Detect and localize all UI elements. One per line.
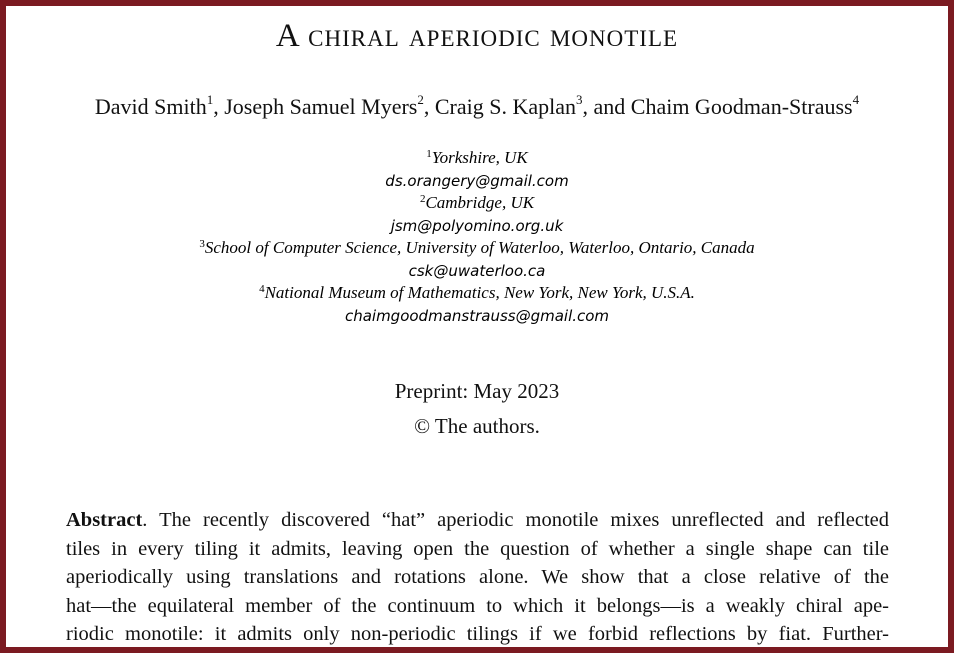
affiliation-mark: 3	[199, 238, 205, 250]
affiliation-mark: 4	[259, 283, 265, 295]
affiliation-text: Cambridge, UK	[425, 193, 535, 212]
author-mark: 1	[206, 92, 214, 107]
affiliation-place	[6, 192, 948, 215]
author-separator: ,	[213, 94, 225, 119]
affiliation-place	[6, 147, 948, 170]
affiliation-text: School of Computer Science, University of Waterloo, Waterloo, Ontario, Canada	[204, 238, 755, 257]
affiliation-email[interactable]: jsm@polyomino.org.uk	[390, 216, 564, 235]
author-list	[6, 94, 948, 120]
author-mark: 2	[417, 92, 424, 107]
author-mark: 3	[576, 92, 583, 107]
abstract-line: hat—the equilateral member of the continuum to which it belongs—is a weakly chiral ape-	[66, 594, 889, 617]
page	[6, 6, 948, 647]
author-mark: 4	[852, 92, 860, 107]
copyright-notice: © The authors.	[414, 414, 540, 438]
affiliation-email[interactable]: csk@uwaterloo.ca	[408, 261, 546, 280]
affiliation-place	[6, 237, 948, 260]
author-name: Chaim Goodman-Strauss	[630, 94, 853, 119]
author-name: Craig S. Kaplan	[434, 94, 576, 119]
affiliation-place	[6, 282, 948, 305]
preprint-date: Preprint: May 2023	[394, 379, 560, 403]
affiliation-mark: 1	[426, 148, 432, 160]
author-separator: , and	[582, 94, 631, 119]
abstract-line: aperiodically using translations and rotations alone. We show that a close relative of the	[66, 566, 889, 588]
affiliations	[6, 147, 948, 327]
affiliation-mark: 2	[419, 193, 426, 205]
affiliation-text: Yorkshire, UK	[431, 148, 528, 167]
abstract-line: tiles in every tiling it admits, leaving open the question of whether a single shape can tile	[66, 537, 889, 560]
abstract-label: Abstract	[66, 509, 143, 531]
paper-title: A chiral aperiodic monotile	[275, 18, 679, 54]
abstract-line: riodic monotile: it admits only non-periodic tilings if we forbid reflections by fiat. Further-	[66, 623, 889, 645]
abstract-line	[66, 506, 889, 535]
abstract	[66, 506, 889, 647]
author-name: Joseph Samuel Myers	[224, 94, 418, 119]
abstract-text: . The recently discovered “hat” aperiodic monotile mixes unreflected and reflected	[142, 509, 889, 531]
affiliation-email[interactable]: chaimgoodmanstrauss@gmail.com	[344, 306, 610, 325]
author-separator: ,	[423, 94, 435, 119]
affiliation-email[interactable]: ds.orangery@gmail.com	[385, 171, 569, 190]
author-name: David Smith	[94, 94, 207, 119]
affiliation-text: National Museum of Mathematics, New York, New York, U.S.A.	[264, 283, 695, 302]
